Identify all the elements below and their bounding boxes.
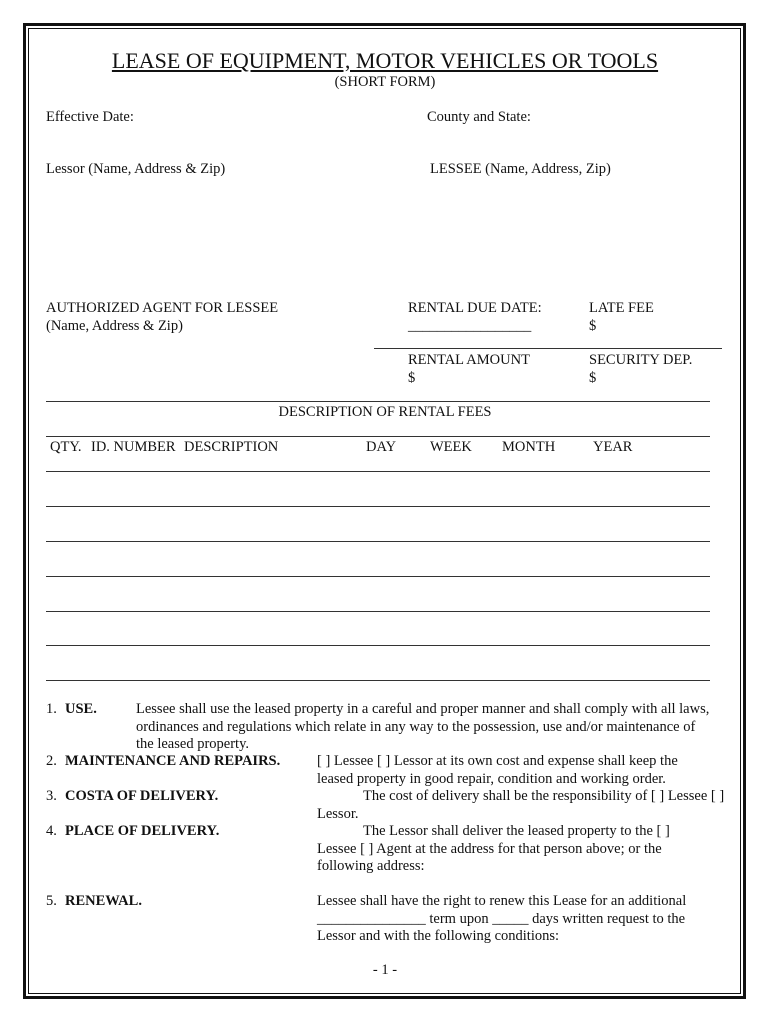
security-deposit-currency: $ [589,370,597,386]
clause-delivery-place-label: PLACE OF DELIVERY. [65,823,220,839]
col-description: DESCRIPTION [184,439,279,455]
rental-amount-currency: $ [408,370,416,386]
rental-due-date-label: RENTAL DUE DATE: [408,300,542,316]
col-month: MONTH [502,439,556,455]
effective-date-label: Effective Date: [46,109,134,125]
clause-delivery-place-number: 4. [46,823,57,839]
form-title: LEASE OF EQUIPMENT, MOTOR VEHICLES OR TOOLS [111,48,659,73]
lessor-label: Lessor (Name, Address & Zip) [46,161,226,177]
security-deposit-label: SECURITY DEP. [589,352,693,368]
clause-delivery-cost-number: 3. [46,788,57,804]
col-day: DAY [366,439,397,455]
clause-maintenance-number: 2. [46,753,57,769]
clause-use-label: USE. [65,701,97,717]
rental-divider [374,348,722,349]
col-id-number: ID. NUMBER [91,439,176,455]
clause-renewal-text: Lessee shall have the right to renew this Lease for an additional _______________ term upon _____ days written request to the Lessor and with the following conditions: [317,893,687,944]
late-fee-currency: $ [589,318,597,334]
table-row [46,680,710,681]
col-qty: QTY. [50,439,82,455]
clause-renewal-label: RENEWAL. [65,893,142,909]
col-year: YEAR [593,439,633,455]
col-week: WEEK [430,439,472,455]
table-row [46,611,710,612]
fees-top-rule [46,401,710,402]
clause-maintenance-label: MAINTENANCE AND REPAIRS. [65,753,281,769]
clause-use-text: Lessee shall use the leased property in a careful and proper manner and shall comply with all laws, ordinances and regulations which relate in any way to the possession, use and/or maintenance of the leased property. [136,701,710,752]
county-state-label: County and State: [427,109,531,125]
clause-maintenance-text: [ ] Lessee [ ] Lessor at its own cost and expense shall keep the leased property in good repair, condition and working order. [317,753,678,787]
late-fee-label: LATE FEE [589,300,654,316]
table-row [46,576,710,577]
agent-sublabel: (Name, Address & Zip) [46,318,183,334]
table-row [46,471,710,472]
fees-header-rule [46,436,710,437]
agent-label: AUTHORIZED AGENT FOR LESSEE [46,300,279,316]
lessee-label: LESSEE (Name, Address, Zip) [430,161,611,177]
form-subtitle: (SHORT FORM) [334,74,436,90]
table-row [46,645,710,646]
rental-due-date-blank: _________________ [408,318,532,334]
clause-delivery-cost-text: The cost of delivery shall be the responsibility of [ ] Lessee [ ] Lessor. [317,788,725,822]
clause-renewal-number: 5. [46,893,57,909]
table-row [46,506,710,507]
clause-delivery-cost-label: COSTA OF DELIVERY. [65,788,219,804]
page-number: - 1 - [372,962,398,978]
clause-delivery-place-text: The Lessor shall deliver the leased property to the [ ] Lessee [ ] Agent at the address for that person above; or the following address: [317,823,670,874]
table-row [46,541,710,542]
fees-heading: DESCRIPTION OF RENTAL FEES [278,404,492,420]
rental-amount-label: RENTAL AMOUNT [408,352,530,368]
clause-use-number: 1. [46,701,57,717]
